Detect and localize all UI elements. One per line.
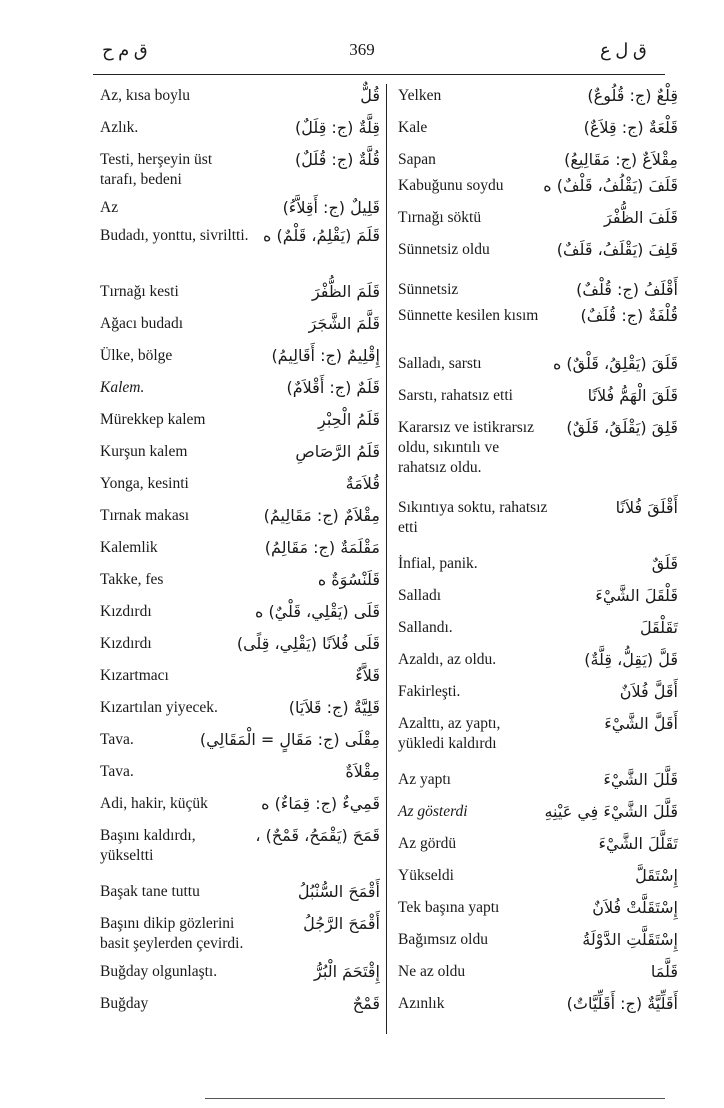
arabic-headword: أَقْمَحَ الرَّجُلُ bbox=[303, 914, 380, 933]
dictionary-entry bbox=[100, 792, 380, 824]
arabic-headword: قَمَحَ (يَقْمَحُ، قَمْحٌ) ، bbox=[255, 826, 380, 845]
dictionary-entry bbox=[398, 116, 678, 148]
left-column bbox=[100, 84, 380, 1024]
arabic-headword: قَلَفَ الظُّفْرَ bbox=[604, 208, 678, 227]
dictionary-entry bbox=[100, 440, 380, 472]
dictionary-entry bbox=[100, 728, 380, 760]
turkish-meaning: Salladı bbox=[398, 587, 442, 604]
turkish-meaning: Kabuğunu soydu bbox=[398, 177, 504, 194]
turkish-meaning: Azalttı, az yaptı, yükledi kaldırdı bbox=[398, 715, 501, 752]
turkish-meaning: Azlık. bbox=[100, 119, 139, 136]
dictionary-entry bbox=[100, 312, 380, 344]
page-number: 369 bbox=[349, 40, 375, 59]
arabic-headword: قَلِفَ (يَقْلَفُ، قَلَفٌ) bbox=[556, 240, 678, 259]
turkish-meaning: Sıkıntıya soktu, rahatsız etti bbox=[398, 499, 548, 536]
dictionary-entry bbox=[100, 504, 380, 536]
dictionary-entry bbox=[398, 496, 678, 552]
arabic-headword: قَلَّمَ الشَّجَرَ bbox=[308, 314, 380, 333]
dictionary-entry bbox=[100, 600, 380, 632]
turkish-meaning: Bağımsız oldu bbox=[398, 931, 488, 948]
dictionary-entry bbox=[398, 680, 678, 712]
dictionary-entry bbox=[398, 84, 678, 116]
turkish-meaning: Tırnak makası bbox=[100, 507, 190, 524]
dictionary-entry bbox=[398, 384, 678, 416]
turkish-meaning: Kararsız ve istikrarsız oldu, sıkıntılı ve rahatsız oldu. bbox=[398, 419, 534, 476]
arabic-headword: قُلٌّ bbox=[360, 86, 380, 105]
turkish-meaning: Sünnetsiz bbox=[398, 281, 459, 298]
arabic-headword: قَلَقَ (يَقْلِقُ، قَلْقٌ) ه bbox=[552, 354, 678, 373]
arabic-headword: أَقْلَقَ فُلاَنًا bbox=[615, 498, 678, 517]
dictionary-entry bbox=[100, 760, 380, 792]
turkish-meaning: Buğday olgunlaştı. bbox=[100, 963, 218, 980]
dictionary-entry bbox=[100, 196, 380, 224]
dictionary-entry bbox=[100, 992, 380, 1024]
dictionary-entry bbox=[100, 344, 380, 376]
turkish-meaning: Testi, herşeyin üst tarafı, bedeni bbox=[100, 151, 213, 188]
turkish-meaning: Tava. bbox=[100, 731, 134, 748]
arabic-headword: قَمِيءٌ (ج: قِمَاءٌ) ه bbox=[261, 794, 380, 813]
dictionary-entry bbox=[398, 174, 678, 206]
turkish-meaning: Kızdırdı bbox=[100, 603, 152, 620]
dictionary-entry bbox=[100, 224, 380, 280]
dictionary-entry bbox=[100, 912, 380, 960]
turkish-meaning: Azaldı, az oldu. bbox=[398, 651, 497, 668]
arabic-headword: قَلِقَ (يَقْلَقُ، قَلَقٌ) bbox=[566, 418, 678, 437]
turkish-meaning: Kızartılan yiyecek. bbox=[100, 699, 218, 716]
arabic-headword: قُلَّةٌ (ج: قُلَلٌ) bbox=[295, 150, 380, 169]
turkish-meaning: Kızartmacı bbox=[100, 667, 169, 684]
right-column bbox=[398, 84, 678, 1024]
dictionary-entry bbox=[398, 552, 678, 584]
dictionary-entry bbox=[100, 84, 380, 116]
arabic-headword: قَلَى فُلاَنًا (يَقْلِي، قِلًى) bbox=[236, 634, 380, 653]
dictionary-entry bbox=[398, 712, 678, 768]
dictionary-entry bbox=[398, 960, 678, 992]
dictionary-entry bbox=[398, 616, 678, 648]
arabic-headword: قَلِيَّةٌ (ج: قَلاَيَا) bbox=[288, 698, 380, 717]
dictionary-entry bbox=[100, 960, 380, 992]
dictionary-entry bbox=[100, 536, 380, 568]
dictionary-entry bbox=[398, 238, 678, 278]
dictionary-entry bbox=[100, 696, 380, 728]
arabic-headword: مَقْلَمَةٌ (ج: مَقَالِمُ) bbox=[264, 538, 380, 557]
arabic-headword: قَلَمُ الرَّصَاصِ bbox=[295, 442, 380, 461]
arabic-headword: تَقَلَّلَ الشَّيْءَ bbox=[598, 834, 678, 853]
footer-rule bbox=[205, 1098, 665, 1099]
turkish-meaning: Başını kaldırdı, yükseltti bbox=[100, 827, 196, 864]
turkish-meaning: Az, kısa boylu bbox=[100, 87, 190, 104]
turkish-meaning: Takke, fes bbox=[100, 571, 164, 588]
arabic-headword: قَلَنْسُوَةٌ ه bbox=[317, 570, 380, 589]
dictionary-entry bbox=[100, 568, 380, 600]
turkish-meaning: Kalem. bbox=[100, 379, 145, 396]
arabic-headword: قَلَمَ (يَقْلِمُ، قَلْمٌ) ه bbox=[263, 226, 380, 245]
arabic-headword: قَلَقَ الْهَمُّ فُلاَنًا bbox=[587, 386, 678, 405]
dictionary-entry bbox=[100, 148, 380, 196]
turkish-meaning: Sünnette kesilen kısım bbox=[398, 307, 539, 324]
dictionary-entry bbox=[398, 832, 678, 864]
turkish-meaning: Adi, hakir, küçük bbox=[100, 795, 208, 812]
arabic-headword: قَلَّلَ الشَّيْءَ فِي عَيْنِهِ bbox=[544, 802, 678, 821]
arabic-headword: قَلَمَ الظُّفْرَ bbox=[311, 282, 380, 301]
dictionary-entry bbox=[398, 992, 678, 1024]
dictionary-entry bbox=[100, 824, 380, 880]
dictionary-entry bbox=[100, 408, 380, 440]
arabic-headword: مِقْلَى (ج: مَقَالٍ = الْمَقَالِي) bbox=[199, 730, 380, 749]
turkish-meaning: İnfial, panik. bbox=[398, 555, 478, 572]
dictionary-entry bbox=[398, 800, 678, 832]
dictionary-entry bbox=[398, 648, 678, 680]
arabic-headword: قَلِيلٌ (ج: أَقِلاَّءُ) bbox=[282, 198, 380, 217]
arabic-headword: إِقْتَحَمَ الْبُرُّ bbox=[314, 962, 380, 981]
column-divider bbox=[386, 84, 387, 1034]
dictionary-entry bbox=[100, 280, 380, 312]
header-left-letters: ق م ح bbox=[102, 40, 148, 60]
turkish-meaning: Sünnetsiz oldu bbox=[398, 241, 490, 258]
arabic-headword: مِقْلاَةٌ bbox=[345, 762, 380, 781]
dictionary-entry bbox=[398, 896, 678, 928]
arabic-headword: قِلْعٌ (ج: قُلُوعٌ) bbox=[587, 86, 678, 105]
turkish-meaning: Başak tane tuttu bbox=[100, 883, 200, 900]
turkish-meaning: Tava. bbox=[100, 763, 134, 780]
arabic-headword: قَمْحٌ bbox=[352, 994, 380, 1013]
turkish-meaning: Yükseldi bbox=[398, 867, 454, 884]
dictionary-entry bbox=[398, 206, 678, 238]
arabic-headword: مِقْلاَمٌ (ج: مَقَالِيمُ) bbox=[263, 506, 380, 525]
turkish-meaning: Yelken bbox=[398, 87, 442, 104]
turkish-meaning: Sarstı, rahatsız etti bbox=[398, 387, 513, 404]
arabic-headword: أَقَلَّ الشَّيْءَ bbox=[604, 714, 678, 733]
arabic-headword: مِقْلاَعٌ (ج: مَقَالِيعُ) bbox=[564, 150, 678, 169]
dictionary-entry bbox=[100, 632, 380, 664]
turkish-meaning: Ne az oldu bbox=[398, 963, 466, 980]
dictionary-entry bbox=[398, 148, 678, 174]
arabic-headword: قَلَّمَا bbox=[650, 962, 678, 981]
turkish-meaning: Kızdırdı bbox=[100, 635, 152, 652]
dictionary-entry bbox=[398, 584, 678, 616]
arabic-headword: إِسْتَقَلَّتِ الدَّوْلَةُ bbox=[582, 930, 678, 949]
arabic-headword: قَلَمٌ (ج: أَقْلاَمٌ) bbox=[286, 378, 380, 397]
header-right-letters: ق ل ع bbox=[600, 40, 647, 60]
arabic-headword: قُلْفَةٌ (ج: قُلَفٌ) bbox=[580, 306, 678, 325]
dictionary-entry bbox=[100, 472, 380, 504]
dictionary-entry bbox=[398, 304, 678, 352]
turkish-meaning: Az gördü bbox=[398, 835, 457, 852]
dictionary-entry bbox=[100, 116, 380, 148]
turkish-meaning: Az gösterdi bbox=[398, 803, 468, 820]
arabic-headword: قَلَقٌ bbox=[651, 554, 678, 573]
arabic-headword: قَلَّ (يَقِلُّ، قِلَّةٌ) bbox=[584, 650, 678, 669]
arabic-headword: أَقْلَفُ (ج: قُلْفٌ) bbox=[576, 280, 678, 299]
turkish-meaning: Tırnağı kesti bbox=[100, 283, 179, 300]
dictionary-entry bbox=[398, 352, 678, 384]
dictionary-entry bbox=[100, 664, 380, 696]
arabic-headword: تَقَلْقَلَ bbox=[639, 618, 678, 637]
arabic-headword: أَقْمَحَ السُّنْبُلُ bbox=[297, 882, 380, 901]
arabic-headword: أَقَلِّيَّةٌ (ج: أَقَلِّيَّاتٌ) bbox=[566, 994, 678, 1013]
turkish-meaning: Az bbox=[100, 199, 119, 216]
turkish-meaning: Salladı, sarstı bbox=[398, 355, 482, 372]
arabic-headword: قَلْقَلَ الشَّيْءَ bbox=[595, 586, 678, 605]
turkish-meaning: Sapan bbox=[398, 151, 436, 168]
arabic-headword: قَلَفَ (يَقْلُفُ، قَلْفٌ) ه bbox=[543, 176, 678, 195]
turkish-meaning: Az yaptı bbox=[398, 771, 451, 788]
arabic-headword: قِلَّةٌ (ج: قِلَلٌ) bbox=[295, 118, 380, 137]
dictionary-entry bbox=[398, 928, 678, 960]
arabic-headword: إِسْتَقَلَّ bbox=[635, 866, 678, 885]
arabic-headword: قَلْعَةٌ (ج: قِلاَعٌ) bbox=[583, 118, 678, 137]
dictionary-entry bbox=[398, 768, 678, 800]
turkish-meaning: Buğday bbox=[100, 995, 149, 1012]
turkish-meaning: Azınlık bbox=[398, 995, 445, 1012]
arabic-headword: قَلَّلَ الشَّيْءَ bbox=[603, 770, 678, 789]
turkish-meaning: Sallandı. bbox=[398, 619, 453, 636]
turkish-meaning: Tek başına yaptı bbox=[398, 899, 500, 916]
turkish-meaning: Fakirleşti. bbox=[398, 683, 461, 700]
turkish-meaning: Ülke, bölge bbox=[100, 347, 173, 364]
turkish-meaning: Kale bbox=[398, 119, 428, 136]
dictionary-entry bbox=[100, 880, 380, 912]
arabic-headword: قُلاَمَةٌ bbox=[345, 474, 380, 493]
turkish-meaning: Yonga, kesinti bbox=[100, 475, 189, 492]
arabic-headword: قَلاَّءٌ bbox=[355, 666, 380, 685]
turkish-meaning: Başını dikip gözlerini basit şeylerden çevirdi. bbox=[100, 915, 244, 952]
turkish-meaning: Kurşun kalem bbox=[100, 443, 188, 460]
arabic-headword: قَلَمُ الْحِبْرِ bbox=[318, 410, 380, 429]
dictionary-entry bbox=[398, 278, 678, 304]
arabic-headword: أَقَلَّ فُلاَنٌ bbox=[619, 682, 678, 701]
turkish-meaning: Mürekkep kalem bbox=[100, 411, 206, 428]
dictionary-entry bbox=[398, 416, 678, 496]
arabic-headword: إِسْتَقَلَّتْ فُلاَنٌ bbox=[592, 898, 678, 917]
arabic-headword: قَلَى (يَقْلِي، قَلْيٌ) ه bbox=[254, 602, 380, 621]
turkish-meaning: Budadı, yonttu, sivriltti. bbox=[100, 227, 249, 244]
turkish-meaning: Tırnağı söktü bbox=[398, 209, 482, 226]
header-rule bbox=[93, 74, 665, 75]
arabic-headword: إِقْلِيمٌ (ج: أَقَالِيمُ) bbox=[271, 346, 380, 365]
dictionary-entry bbox=[398, 864, 678, 896]
turkish-meaning: Kalemlik bbox=[100, 539, 158, 556]
turkish-meaning: Ağacı budadı bbox=[100, 315, 184, 332]
dictionary-entry bbox=[100, 376, 380, 408]
